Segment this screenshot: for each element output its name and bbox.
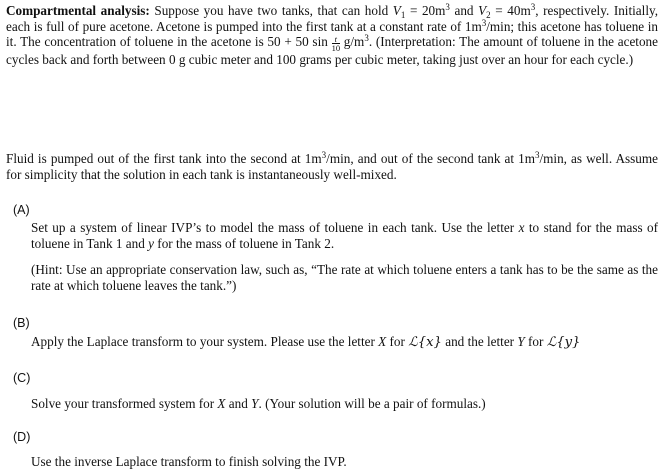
fraction-denominator: 10 bbox=[331, 43, 341, 53]
intro-text-1: Suppose you have two tanks, that can hold bbox=[154, 3, 389, 18]
laplace-x: ℒ{x} bbox=[408, 335, 442, 350]
intro-paragraph: Compartmental analysis: Suppose you have two tanks, that can hold $V_1 = 20m^3$ and $V_2 = 40m^3$, respectively. Initially, each is full of pure acetone. Acetone is pumped into the first tank at a constant rate of $1m^3/\min$; this acetone has toluene in it. The concentration of toluene in the acetone is 50 + 50 sin $\frac{t}{10}$ $g/m^3$. (Interpretation: The amount of toluene in the acetone cycles back and forth between 0 g cubic meter and 100 grams per cubic meter, taking just over an hour for each cycle.) bbox=[6, 2, 659, 67]
part-c-label: (C) bbox=[13, 371, 31, 385]
Y-symbol-c: Y bbox=[251, 396, 259, 411]
concentration-unit-exponent: 3 bbox=[364, 33, 369, 43]
intro-text-4: g/m bbox=[343, 34, 365, 49]
part-b-text bbox=[31, 334, 658, 351]
laplace-y: ℒ{y} bbox=[546, 335, 581, 350]
part-a-text-2: to stand for the mass of toluene in Tank 1 and bbox=[31, 220, 659, 251]
part-a-label: (A) bbox=[13, 203, 30, 217]
intro-text-5: . (Interpretation: The amount of toluene in the acetone cycles back and forth between 0 g bbox=[6, 34, 659, 67]
v2-subscript: 2 bbox=[486, 10, 491, 20]
rate-unit-exponent: 3 bbox=[481, 17, 487, 28]
part-d-text: Use the inverse Laplace transform to finish solving the IVP. bbox=[31, 454, 347, 469]
part-a-text bbox=[31, 220, 658, 251]
x-variable: x bbox=[518, 220, 525, 235]
part-a-hint: (Hint: Use an appropriate conservation law, such as, “The rate at which toluene enters a tank has to be the same as the rate at which toluene leaves the tank.”) bbox=[31, 262, 658, 293]
fluid-text-1: Fluid is pumped out of the first tank into the second at 1m bbox=[6, 151, 322, 166]
Y-symbol: Y bbox=[517, 334, 525, 349]
y-variable: y bbox=[148, 235, 154, 251]
fluid-paragraph bbox=[6, 151, 658, 182]
fluid-text-2: /min, and out of the second tank at 1m bbox=[326, 151, 535, 166]
intro-text-3: /min; this acetone has toluene in it. The concentration of toluene in the acetone is 50 + 50 sin bbox=[6, 18, 658, 49]
part-b-text-3: and the letter bbox=[445, 334, 515, 349]
part-c-text bbox=[31, 396, 658, 412]
v1-unit-exponent: 3 bbox=[445, 2, 450, 12]
X-symbol: X bbox=[378, 334, 387, 349]
intro-text-2: , respectively. Initially, each is full of pure acetone. Acetone is pumped into the first tank at a constant rate of 1m bbox=[6, 3, 659, 34]
X-symbol-c: X bbox=[217, 396, 226, 411]
part-d-label: (D) bbox=[13, 430, 31, 444]
v2-value: = 40m bbox=[495, 3, 531, 18]
part-a-text-3: for the mass of toluene in Tank 2. bbox=[157, 235, 335, 251]
intro-lead: Compartmental analysis: bbox=[6, 3, 150, 18]
v1-value: = 20m bbox=[409, 3, 446, 18]
v1-symbol: V bbox=[392, 3, 401, 18]
v2-symbol: V bbox=[478, 3, 487, 18]
part-b-text-2: for bbox=[389, 334, 405, 349]
fluid-exponent-2: 3 bbox=[535, 150, 540, 160]
v2-unit-exponent: 3 bbox=[530, 2, 536, 12]
fraction-numerator: t bbox=[332, 35, 341, 44]
fluid-text-3: /min, as well. Assume for simplicity that the solution in each tank is instantaneously well-mixed. bbox=[6, 151, 658, 182]
part-b-text-4: for bbox=[528, 334, 544, 349]
sin-fraction bbox=[332, 35, 341, 52]
intro-text-6: cubic meter and 100 grams per cubic meter, taking just over an hour for each cycle.) bbox=[188, 52, 634, 67]
part-c-text-3: . (Your solution will be a pair of formulas.) bbox=[258, 396, 486, 411]
part-a-text-1: Set up a system of linear IVP’s to model the mass of toluene in each tank. Use the letter bbox=[31, 220, 515, 235]
v1-subscript: 1 bbox=[400, 10, 406, 20]
part-b-text-1: Apply the Laplace transform to your system. Please use the letter bbox=[31, 334, 375, 349]
fluid-exponent-1: 3 bbox=[321, 150, 327, 160]
part-c-text-1: Solve your transformed system for bbox=[31, 396, 215, 411]
part-c-text-2: and bbox=[228, 396, 248, 411]
part-b-label: (B) bbox=[13, 316, 30, 330]
